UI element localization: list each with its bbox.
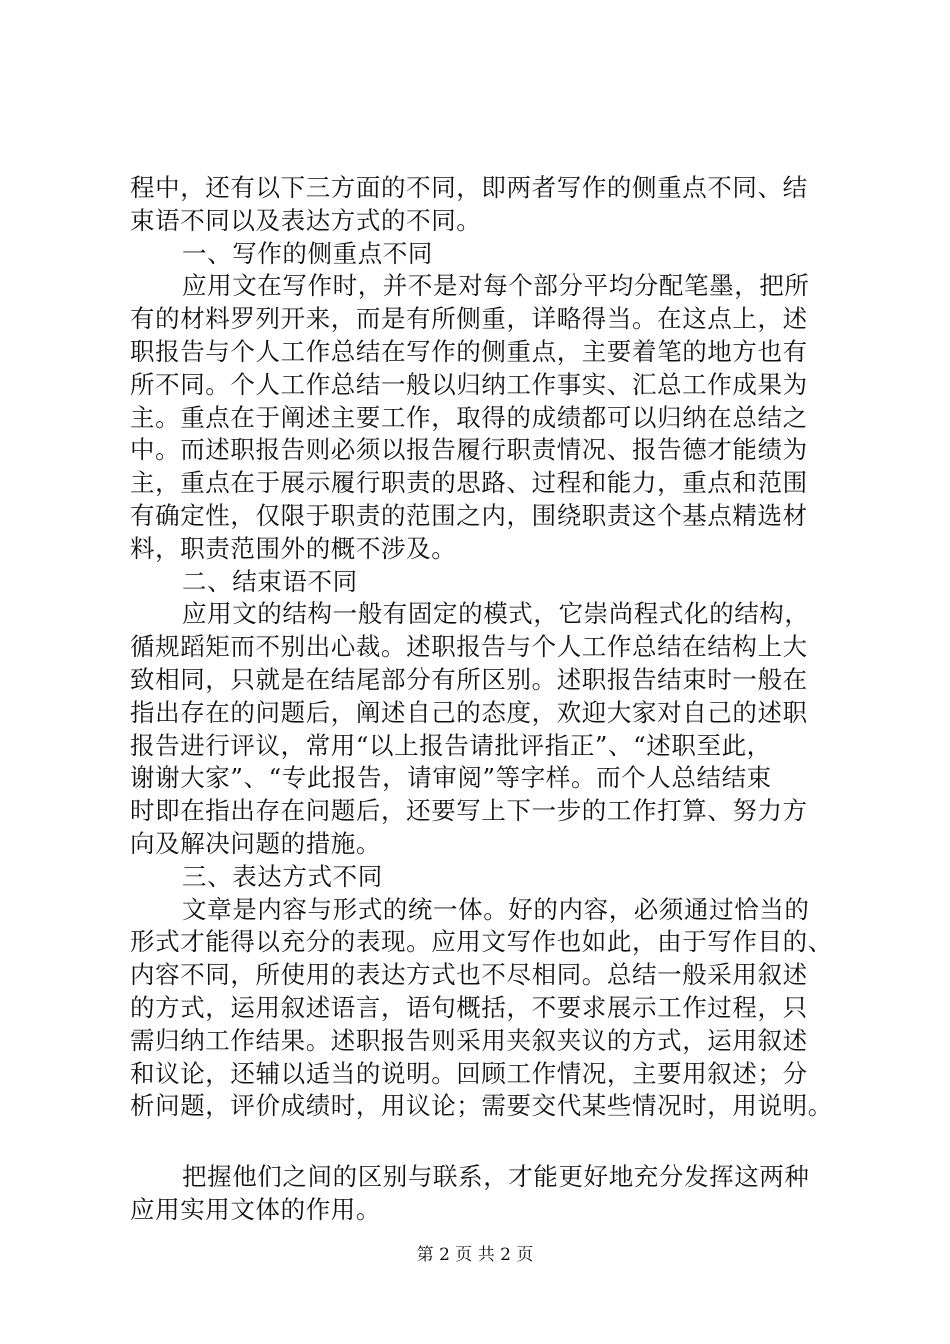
paragraph — [130, 894, 850, 1124]
text-line: 一、写作的侧重点不同 — [182, 238, 433, 268]
text-line: 时即在指出存在问题后，还要写上下一步的工作打算、努力方 — [130, 796, 808, 826]
text-line: 报告进行评议，常用“以上报告请批评指正”、“述职至此， — [130, 730, 772, 760]
text-line: 文章是内容与形式的统一体。好的内容，必须通过恰当的 — [182, 894, 810, 924]
paragraph — [130, 270, 850, 565]
text-line: 程中，还有以下三方面的不同，即两者写作的侧重点不同、结 — [130, 173, 808, 202]
text-line: 三、表达方式不同 — [182, 861, 383, 891]
text-line: 有的材料罗列开来，而是有所侧重，详略得当。在这点上，述 — [130, 304, 808, 334]
page-footer: 第 2 页 共 2 页 — [416, 1245, 534, 1265]
text-line: 应用实用文体的作用。 — [130, 1194, 381, 1224]
section-heading — [130, 861, 850, 894]
text-line: 所不同。个人工作总结一般以归纳工作事实、汇总工作成果为 — [130, 369, 808, 399]
paragraph — [130, 1161, 850, 1227]
section-heading — [130, 238, 850, 271]
text-line: 料，职责范围外的概不涉及。 — [130, 533, 457, 563]
text-line: 应用文在写作时，并不是对每个部分平均分配笔墨，把所 — [182, 271, 810, 301]
text-line: 形式才能得以充分的表现。应用文写作也如此，由于写作目的、 — [130, 927, 833, 957]
paragraph — [130, 598, 850, 860]
text-line: 谢谢大家”、“专此报告，请审阅”等字样。而个人总结结束 — [130, 763, 772, 793]
text-line: 二、结束语不同 — [182, 566, 358, 596]
text-line: 束语不同以及表达方式的不同。 — [130, 205, 482, 235]
text-line: 主。重点在于阐述主要工作，取得的成绩都可以归纳在总结之 — [130, 402, 808, 432]
text-line: 致相同，只就是在结尾部分有所区别。述职报告结束时一般在 — [130, 664, 808, 694]
text-line: 向及解决问题的措施。 — [130, 828, 381, 858]
text-line: 循规蹈矩而不别出心裁。述职报告与个人工作总结在结构上大 — [130, 632, 808, 662]
text-line: 把握他们之间的区别与联系，才能更好地充分发挥这两种 — [182, 1162, 810, 1192]
paragraph-spacer — [130, 1123, 850, 1161]
document-body — [130, 172, 850, 1227]
text-line: 指出存在的问题后，阐述自己的态度，欢迎大家对自己的述职 — [130, 697, 808, 727]
text-line: 需归纳工作结果。述职报告则采用夹叙夹议的方式，运用叙述 — [130, 1025, 808, 1055]
paragraph — [130, 172, 850, 238]
text-line: 的方式，运用叙述语言，语句概括，不要求展示工作过程，只 — [130, 992, 808, 1022]
section-heading — [130, 566, 850, 599]
text-line: 和议论，还辅以适当的说明。回顾工作情况，主要用叙述；分 — [130, 1058, 808, 1088]
text-line: 内容不同，所使用的表达方式也不尽相同。总结一般采用叙述 — [130, 960, 808, 990]
text-line: 主，重点在于展示履行职责的思路、过程和能力，重点和范围 — [130, 468, 808, 498]
text-line: 应用文的结构一般有固定的模式，它崇尚程式化的结构， — [182, 599, 810, 629]
text-line: 有确定性，仅限于职责的范围之内，围绕职责这个基点精选材 — [130, 500, 808, 530]
text-line: 中。而述职报告则必须以报告履行职责情况、报告德才能绩为 — [130, 435, 808, 465]
text-line: 职报告与个人工作总结在写作的侧重点，主要着笔的地方也有 — [130, 336, 808, 366]
text-line: 析问题，评价成绩时，用议论；需要交代某些情况时，用说明。 — [130, 1091, 833, 1121]
